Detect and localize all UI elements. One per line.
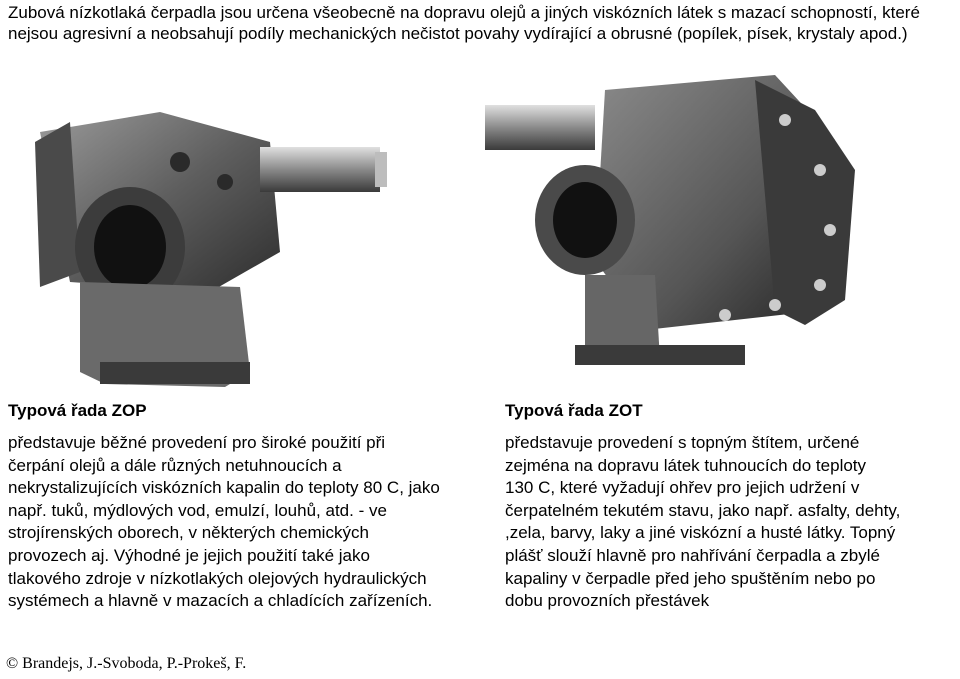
zot-title: Typová řada ZOT xyxy=(505,401,643,420)
intro-paragraph: Zubová nízkotlaká čerpadla jsou určena všeobecně na dopravu olejů a jiných viskózních látek s mazací schopností, které nejsou agresivní a neobsahují podíly mechanických nečistot povahy vydírající a obrusné (popílek, písek, krystaly apod.) xyxy=(8,3,920,43)
copyright-footer: © Brandejs, J.-Svoboda, P.-Prokeš, F. xyxy=(6,655,247,672)
zop-pump-photo xyxy=(10,72,430,397)
zop-title: Typová řada ZOP xyxy=(8,401,147,420)
zot-description: představuje provedení s topným štítem, určené zejména na dopravu látek tuhnoucích do teploty 130 C, které vyžadují ohřev pro jejich udržení v čerpatelném tekutém stavu, jako např. asfalty, dehty, ,zela, barvy, laky a jiné viskózní a husté látky. Topný plášť slouží hlavně pro nahřívání čerpadla a zbylé kapaliny v čerpadle před jeho spuštěním nebo po dobu provozních přestávek xyxy=(505,433,901,611)
zop-column xyxy=(8,400,508,613)
zot-pump-photo xyxy=(475,60,875,375)
zot-column xyxy=(505,400,955,613)
zop-description: představuje běžné provedení pro široké použití při čerpání olejů a dále různých netuhnoucích a nekrystalizujících viskózních kapalin do teploty 80 C, jako např. tuků, mýdlových vod, emulzí, louhů, atd. - ve strojírenských oborech, v některých chemických provozech aj. Výhodné je jejich použití také jako tlakového zdroje v nízkotlakých olejových hydraulických systémech a hlavně v mazacích a chladících zařízeních. xyxy=(8,433,440,611)
